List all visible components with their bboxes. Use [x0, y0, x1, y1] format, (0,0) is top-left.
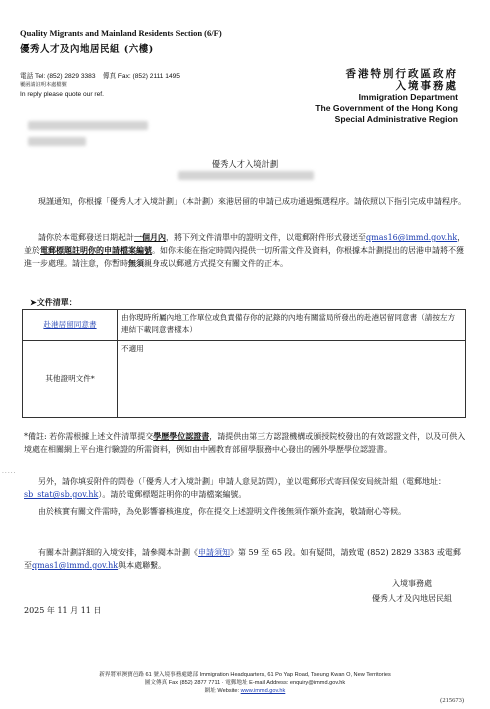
department-name-en-line3: Special Administrative Region: [334, 114, 458, 124]
letter-date: 2025 年 11 月 11 日: [24, 606, 102, 615]
consent-form-link[interactable]: 赴港居留同意書: [43, 320, 97, 329]
table-row: [23, 310, 466, 341]
table-cell: 其他證明文件*: [23, 341, 118, 418]
subject-instruction: 電郵標題註明你的申請檔案編號: [40, 245, 152, 255]
paragraph-waiting: 由於核實有關文件需時，為免影響審核進度，你在提交上述證明文件後無須作額外查詢，敬請耐心等候。: [38, 507, 406, 516]
no-need-emphasis: 無須: [128, 258, 144, 268]
degree-cert-emphasis: 學歷學位認證書: [153, 431, 210, 441]
footer-fax-email: 圖文傳真 Fax (852) 2877 7711 · 電郵地址 E-mail Address: enquiry@immd.gov.hk: [144, 680, 346, 686]
margin-mark: ·····: [2, 470, 17, 477]
website-label: 網址 Website:: [204, 688, 240, 694]
qmas1-email-link[interactable]: qmas1@immd.gov.hk: [32, 561, 119, 570]
paragraph-submission: [24, 231, 468, 270]
footer: [0, 671, 490, 695]
paragraph-enquiry: [24, 546, 468, 572]
footer-website: [0, 687, 490, 695]
table-cell: 由你現時所屬內地工作單位或負責備存你的記錄的內地有關當局所發出的赴港居留同意書（請按左方連結下載同意書樣本）: [118, 310, 466, 341]
document-list-label: ➤文件清單：: [30, 297, 77, 307]
ref-note-zh: 覆函請註明本處檔號: [20, 82, 67, 88]
section-name-zh: 優秀人才及內地居民組 (六樓): [20, 44, 154, 55]
tel-label: 電話 Tel:: [20, 73, 46, 80]
redacted-recipient-line1: [28, 121, 148, 130]
fax-label: 傳真 Fax:: [102, 73, 131, 80]
footer-address: 新界將軍澳寶邑路 61 號入境事務處總部 Immigration Headquarters, 61 Po Yap Road, Tseung Kwan O, New Territories: [99, 672, 391, 678]
p2-text-c: ，將下列文件清單中的證明文件，以電郵附件形式發送至: [166, 233, 366, 242]
signature-section: 優秀人才及內地居民組: [372, 594, 452, 603]
p4-text-b: ）。請於電郵標題註明你的申請檔案編號。: [98, 490, 247, 499]
note-text-c: ，請提供由第三方認證機構或頒授院校發出的有效認證文件，以及可供入境處在相關網上平台進行驗證的所需資料，例如由中國教育部留學服務中心發出的國外學歷學位認證書。: [24, 432, 466, 454]
p6-text-b: 》第 59 至 65 段。如有疑問，請致電 (852) 2829 3383 或電郵至: [24, 548, 461, 570]
department-name-zh-line1: 香港特別行政區政府: [345, 68, 458, 80]
tel-number: (852) 2829 3383: [47, 73, 96, 80]
signature-department: 入境事務處: [392, 579, 432, 588]
redacted-recipient-line2: [28, 137, 86, 146]
department-name-zh-line2: 入境事務處: [395, 80, 458, 92]
guidebook-link[interactable]: 申請須知: [198, 548, 230, 557]
fax-number: (852) 2111 1495: [132, 73, 180, 80]
sb-stat-email-link[interactable]: sb_stat@sb.gov.hk: [24, 490, 99, 499]
p2-text-a: 請你於本電郵發送日期起計: [38, 233, 134, 242]
document-table: [22, 309, 466, 418]
paragraph-notice: 現謹通知，你根據「優秀人才入境計劃」（本計劃）來港居留的申請已成功通過甄選程序。請依照以下指引完成申請程序。: [38, 197, 466, 206]
department-block: [315, 68, 458, 125]
table-cell: 不適用: [118, 341, 466, 418]
p4-text-a: 另外，請你填妥附件的問卷（「優秀人才入境計劃」申請人意見訪問），並以電郵形式寄回保安局統計組（電郵地址：: [38, 477, 446, 486]
p6-text-a: 有關本計劃詳細的入境安排，請參閱本計劃《: [38, 548, 198, 557]
p6-text-c: 與本處聯繫。: [118, 561, 167, 570]
redacted-file-number: [178, 171, 314, 180]
p2-text-h: 親身或以郵遞方式提交有關文件的正本。: [144, 259, 288, 268]
letter-title: 優秀人才入境計劃: [211, 159, 279, 169]
note-text-a: *備註: 若你需根據上述文件清單提交: [24, 432, 154, 441]
p2-text-d: ，並於: [24, 233, 466, 255]
table-cell: [23, 310, 118, 341]
department-name-en-line1: Immigration Department: [358, 92, 458, 102]
table-row: [23, 341, 466, 418]
ref-note-en: In reply please quote our ref.: [20, 91, 104, 98]
website-link[interactable]: www.immd.gov.hk: [240, 688, 286, 694]
deadline-emphasis: 一個月內: [134, 232, 166, 242]
reference-number: (215673): [440, 697, 464, 704]
signature-block: [372, 576, 452, 606]
contact-block: [20, 72, 180, 99]
remark-paragraph: [24, 430, 468, 456]
paragraph-questionnaire: [24, 475, 468, 501]
qmas16-email-link[interactable]: qmas16@immd.gov.hk: [366, 233, 458, 242]
p2-text-f: 。如你未能在指定時間內提供一切所需文件及資料，你根據本計劃提出的居港申請將不獲進一步處理。請注意，你暫時: [24, 246, 464, 268]
department-name-en-line2: The Government of the Hong Kong: [315, 103, 458, 113]
section-name-en: Quality Migrants and Mainland Residents Section (6/F): [20, 28, 222, 38]
